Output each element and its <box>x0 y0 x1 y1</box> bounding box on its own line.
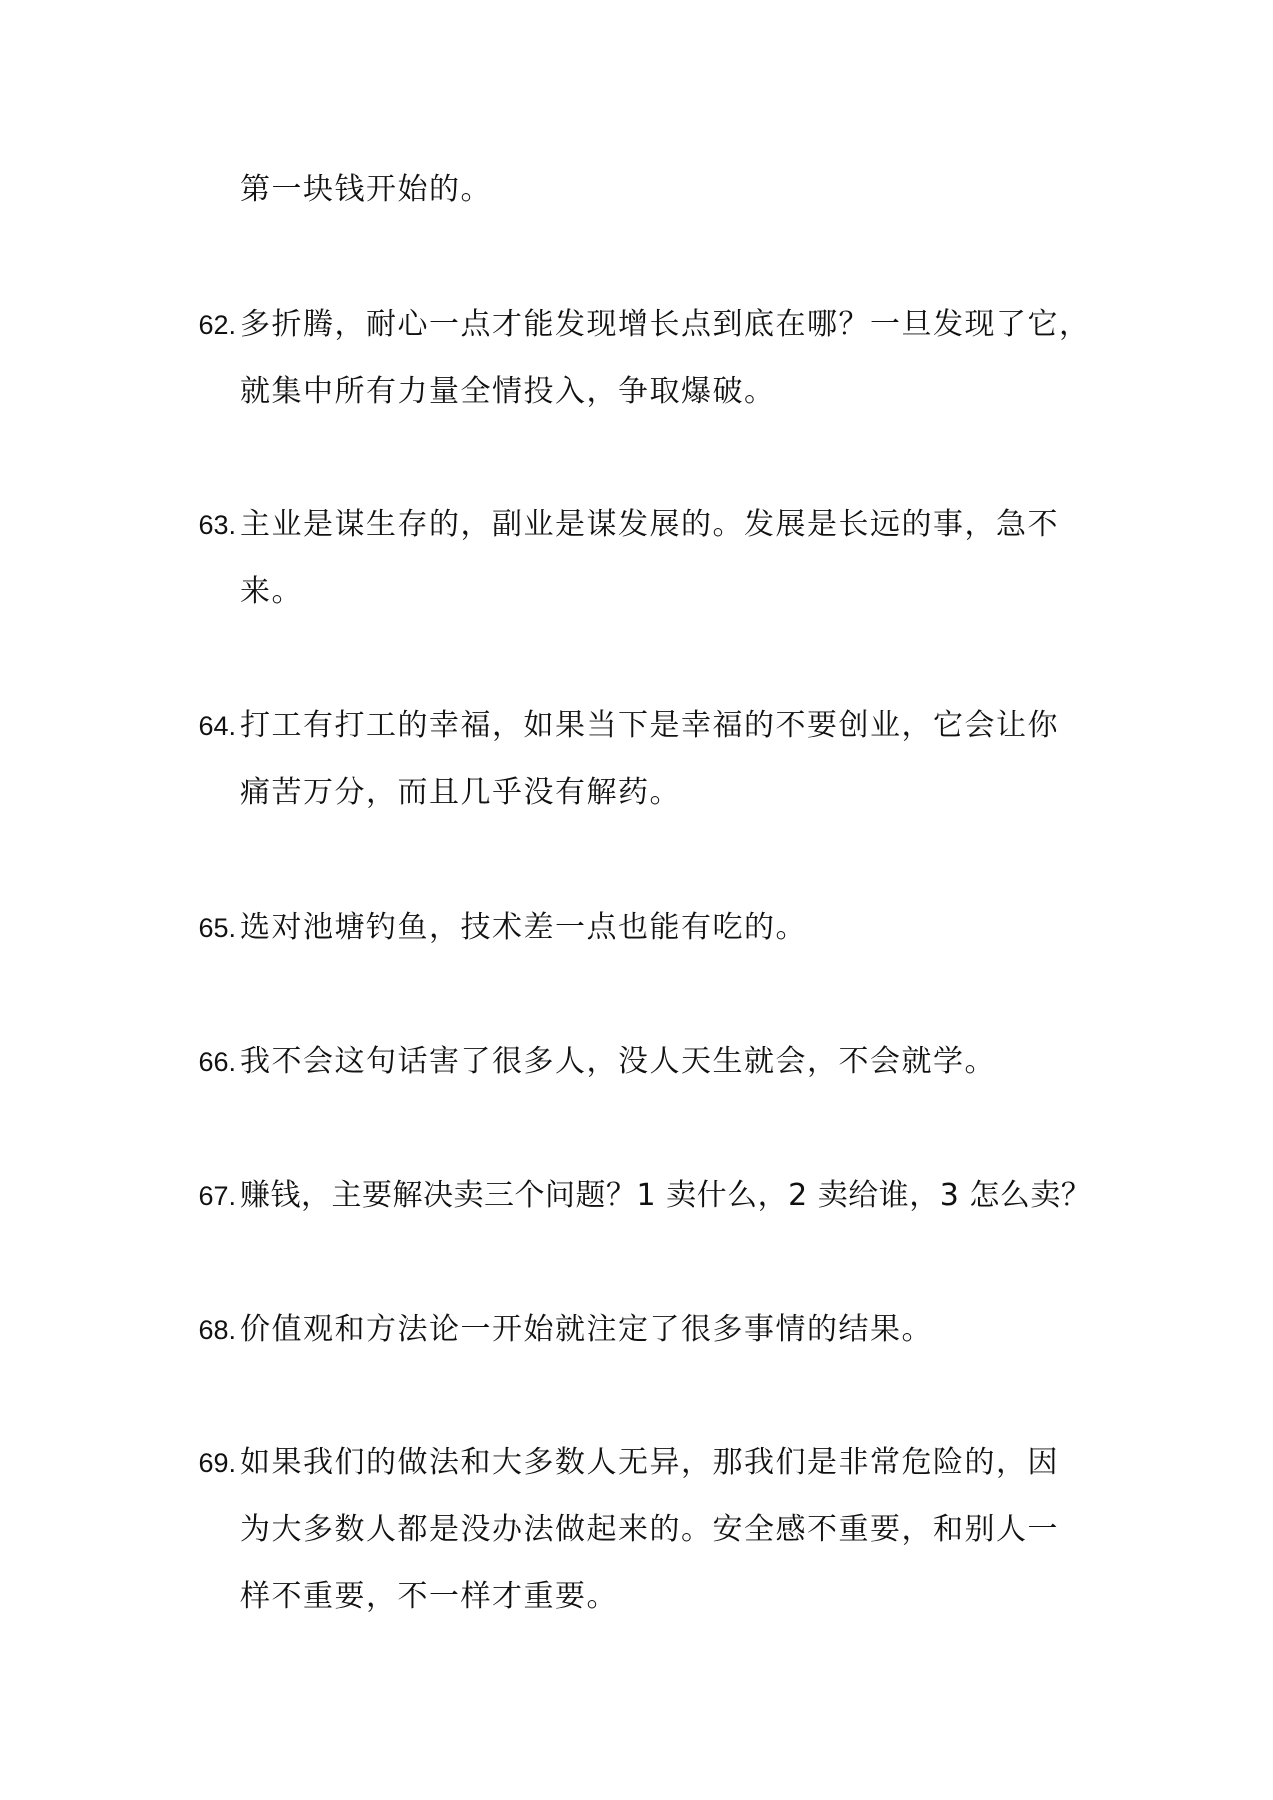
item-text-line: 主业是谋生存的，副业是谋发展的。发展是长远的事，急不 <box>240 507 1059 542</box>
item-text-line: 打工有打工的幸福，如果当下是幸福的不要创业，它会让你 <box>240 708 1059 743</box>
item-number: 65. <box>198 913 236 943</box>
continuation-text: 第一块钱开始的。 <box>240 172 492 207</box>
item-number: 64. <box>198 711 236 741</box>
item-number: 63. <box>198 510 236 540</box>
item-number: 66. <box>198 1047 236 1077</box>
item-text-line: 赚钱，主要解决卖三个问题？1 卖什么，2 卖给谁，3 怎么卖？ <box>240 1178 1092 1213</box>
item-text-line: 如果我们的做法和大多数人无异，那我们是非常危险的，因 <box>240 1445 1059 1480</box>
item-text-line: 就集中所有力量全情投入，争取爆破。 <box>240 374 776 409</box>
item-text-line: 价值观和方法论一开始就注定了很多事情的结果。 <box>240 1312 933 1347</box>
item-text-line: 为大多数人都是没办法做起来的。安全感不重要，和别人一 <box>240 1512 1059 1547</box>
item-number: 67. <box>198 1181 236 1211</box>
item-text-line: 样不重要，不一样才重要。 <box>240 1579 618 1614</box>
item-text-line: 痛苦万分，而且几乎没有解药。 <box>240 775 681 810</box>
item-number: 69. <box>198 1448 236 1478</box>
item-text-line: 我不会这句话害了很多人，没人天生就会，不会就学。 <box>240 1044 996 1079</box>
item-text-line: 选对池塘钓鱼，技术差一点也能有吃的。 <box>240 910 807 945</box>
item-text-line: 多折腾，耐心一点才能发现增长点到底在哪？一旦发现了它， <box>240 307 1091 342</box>
item-text-line: 来。 <box>240 574 303 609</box>
item-number: 68. <box>198 1315 236 1345</box>
item-number: 62. <box>198 310 236 340</box>
